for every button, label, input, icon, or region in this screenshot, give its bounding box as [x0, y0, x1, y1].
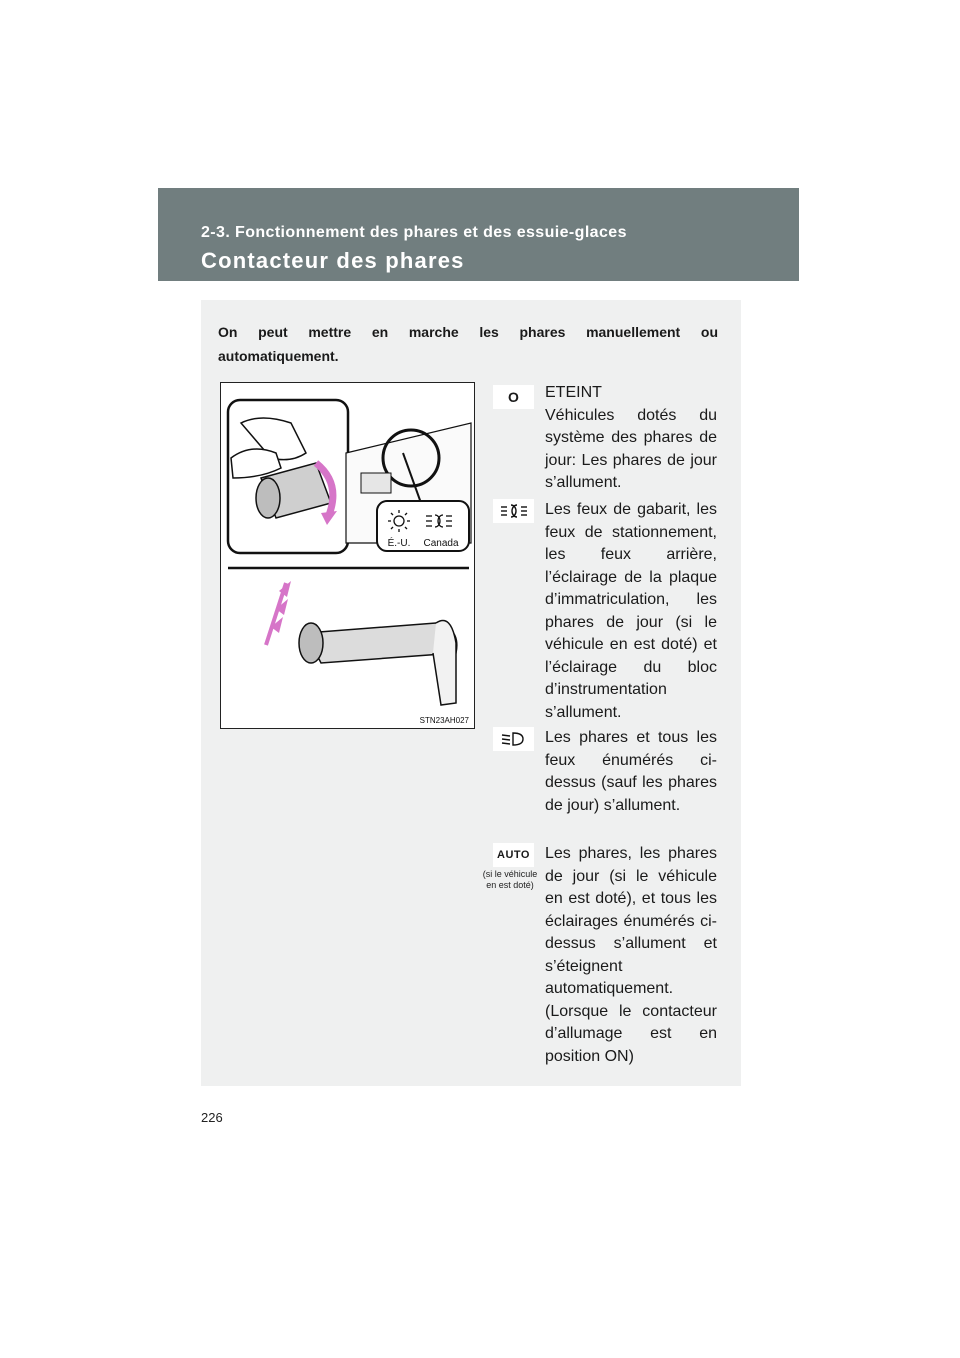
item-description: Les feux de gabarit, les feux de stationnement, les feux arrière, l’éclairage de la plaque d’immatriculation, les phares de jour (si le véhicule en est doté) et l’éclairage du bloc d’instrumentation s’allument. — [545, 501, 717, 721]
intro-line-2: automatiquement. — [218, 348, 339, 364]
parking-lights-icon — [493, 499, 534, 523]
icon-note: (si le véhicule en est doté) — [482, 869, 538, 890]
label-canada: Canada — [423, 538, 459, 549]
intro-line-1: On peut mettre en marche les phares manuellement ou — [218, 324, 718, 340]
console — [361, 473, 391, 493]
headlight-icon — [493, 727, 534, 751]
intro-text — [218, 320, 718, 368]
page-title: Contacteur des phares — [201, 248, 465, 273]
page-number: 226 — [201, 1110, 223, 1125]
section-label: 2-3. Fonctionnement des phares et des essuie-glaces — [201, 224, 627, 241]
figure-code: STN23AH027 — [419, 716, 469, 725]
auto-icon: AUTO — [493, 843, 534, 867]
item-description: Les phares et tous les feux énumérés ci-dessus (sauf les phares de jour) s’allument. — [545, 729, 717, 814]
item-description: ETEINT Véhicules dotés du système des phares de jour: Les phares de jour s’allument. — [545, 384, 717, 491]
off-icon: O — [493, 385, 534, 409]
lever-end — [299, 623, 323, 663]
illustration-drawing — [221, 383, 475, 729]
item-description: Les phares, les phares de jour (si le véhicule en est doté), et tous les éclairages énumérés ci-dessus s’allument et s’éteignent automatiquement. (Lorsque le contacteur d’allumage est en position ON) — [545, 845, 717, 1065]
label-us: É.-U. — [387, 538, 411, 549]
lever-stalk — [433, 621, 456, 706]
section-header — [158, 188, 799, 281]
content-panel — [201, 300, 741, 1086]
headlight-switch-illustration — [220, 382, 475, 729]
switch-end — [256, 478, 280, 518]
